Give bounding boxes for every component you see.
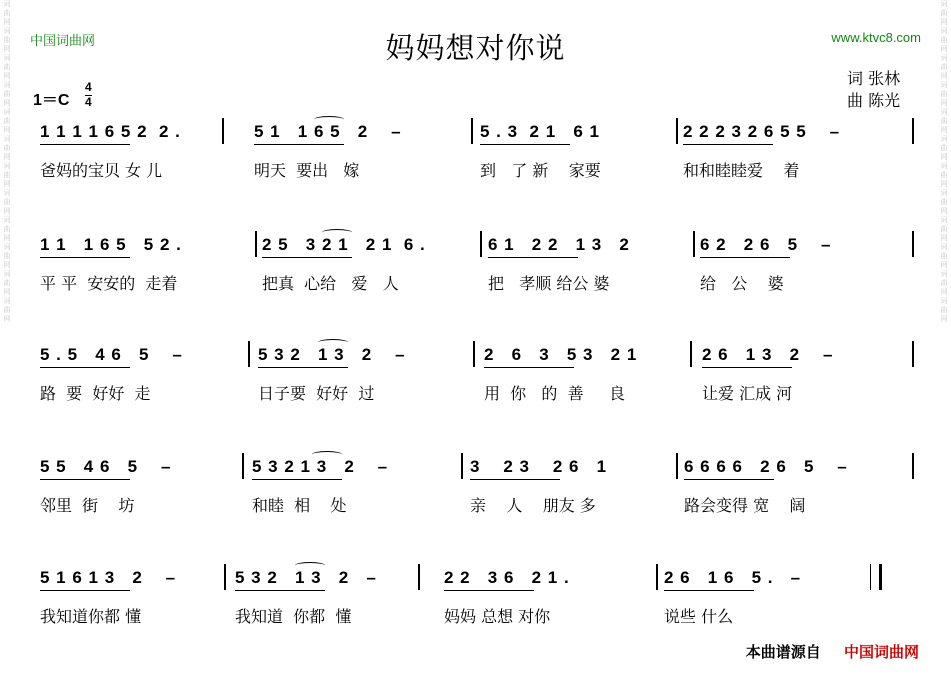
- measure-notes: 5 5 4 6 5 –: [40, 457, 172, 476]
- measure-lyric: 日子要 好好 过: [258, 384, 375, 403]
- beam-underline: [40, 367, 130, 368]
- measure-notes: 2 6 3 5 3 2 1: [484, 345, 638, 364]
- score-row-3: [0, 345, 951, 435]
- barline: [912, 118, 914, 144]
- source-brand: 中国词曲网: [843, 643, 919, 661]
- barline: [912, 341, 914, 367]
- beam-underline: [484, 367, 574, 368]
- barline: [418, 564, 420, 590]
- site-url-watermark: www.ktvc8.com: [831, 30, 921, 45]
- measure-notes: 6 6 6 6 2 6 5 –: [684, 457, 848, 476]
- composer-credit: 曲 陈光: [847, 91, 901, 110]
- barline: [690, 341, 692, 367]
- time-signature-denominator: 4: [85, 95, 92, 109]
- beam-underline: [664, 590, 754, 591]
- measure-lyric: 说些 什么: [664, 607, 734, 626]
- measure-lyric: 到 了 新 家要: [480, 161, 601, 180]
- beam-underline: [684, 479, 774, 480]
- beam-underline: [470, 479, 560, 480]
- final-barline: [870, 564, 882, 590]
- barline: [912, 453, 914, 479]
- measure-lyric: 路会变得 宽 阔: [684, 496, 806, 515]
- lyricist-credit: 词 张林: [847, 69, 901, 88]
- measure-notes: 5 3 2 1 3 2 –: [258, 345, 406, 364]
- song-title: 妈妈想对你说: [385, 31, 566, 65]
- measure-lyric: 用 你 的 善 良: [484, 384, 626, 403]
- measure-notes: 5 1 1 6 5 2 –: [254, 122, 402, 141]
- beam-underline: [488, 257, 578, 258]
- measure-notes: 2 2 2 3 2 6 5 5 –: [683, 122, 841, 141]
- measure-lyric: 让爱 汇成 河: [702, 384, 793, 403]
- measure-notes: 5 1 6 1 3 2 –: [40, 568, 177, 587]
- site-name-watermark: 中国词曲网: [30, 34, 96, 49]
- barline: [693, 231, 695, 257]
- measure-lyric: 亲 人 朋友 多: [470, 496, 596, 515]
- beam-underline: [683, 144, 773, 145]
- measure-lyric: 路 要 好好 走: [40, 384, 151, 403]
- measure-notes: 2 2 3 6 2 1 .: [444, 568, 570, 587]
- right-side-watermark: 词曲网词曲网词曲网词曲网词曲网词曲网词曲网词曲网词曲网词曲网词曲网词曲网: [940, 0, 948, 323]
- measure-notes: 6 1 2 2 1 3 2: [488, 235, 630, 254]
- tie-slur: [322, 229, 352, 236]
- beam-underline: [254, 144, 344, 145]
- measure-notes: 5 3 2 1 3 2 –: [252, 457, 389, 476]
- time-signature: [85, 80, 92, 110]
- measure-lyric: 和和睦睦爱 着: [683, 161, 800, 180]
- beam-underline: [40, 479, 130, 480]
- measure-lyric: 我知道你都 懂: [40, 607, 142, 626]
- measure-notes: 2 6 1 3 2 –: [702, 345, 834, 364]
- measure-notes: 2 5 3 2 1 2 1 6 .: [262, 235, 426, 254]
- beam-underline: [262, 257, 352, 258]
- tie-slur: [314, 116, 344, 123]
- key-signature: 1＝C: [33, 92, 70, 109]
- score-row-1: [0, 122, 951, 212]
- beam-underline: [40, 257, 130, 258]
- barline: [242, 453, 244, 479]
- measure-lyric: 妈妈 总想 对你: [444, 607, 551, 626]
- measure-lyric: 和睦 相 处: [252, 496, 347, 515]
- measure-notes: 3 2 3 2 6 1: [470, 457, 608, 476]
- measure-lyric: 爸妈的宝贝 女 儿: [40, 161, 163, 180]
- barline: [255, 231, 257, 257]
- barline: [248, 341, 250, 367]
- measure-notes: 5 . 3 2 1 6 1: [480, 122, 600, 141]
- beam-underline: [702, 367, 792, 368]
- barline: [461, 453, 463, 479]
- measure-notes: 1 1 1 6 5 5 2 .: [40, 235, 182, 254]
- beam-underline: [480, 144, 570, 145]
- beam-underline: [40, 590, 130, 591]
- measure-notes: 1 1 1 1 6 5 2 2 .: [40, 122, 181, 141]
- tie-slur: [295, 562, 325, 569]
- score-row-2: [0, 235, 951, 325]
- measure-lyric: 我知道 你都 懂: [235, 607, 352, 626]
- measure-notes: 6 2 2 6 5 –: [700, 235, 832, 254]
- beam-underline: [700, 257, 790, 258]
- measure-notes: 2 6 1 6 5 . –: [664, 568, 802, 587]
- time-signature-numerator: 4: [85, 80, 92, 94]
- measure-lyric: 给 公 婆: [700, 274, 784, 293]
- measure-lyric: 邻里 街 坊: [40, 496, 135, 515]
- measure-lyric: 明天 要出 嫁: [254, 161, 360, 180]
- tie-slur: [312, 451, 342, 458]
- beam-underline: [444, 590, 534, 591]
- measure-lyric: 把 孝顺 给公 婆: [488, 274, 610, 293]
- barline: [676, 453, 678, 479]
- barline: [912, 231, 914, 257]
- beam-underline: [235, 590, 325, 591]
- beam-underline: [40, 144, 130, 145]
- barline: [224, 564, 226, 590]
- measure-notes: 5 3 2 1 3 2 –: [235, 568, 377, 587]
- source-footer: [746, 641, 919, 662]
- tie-slur: [318, 339, 348, 346]
- barline: [222, 118, 224, 144]
- measure-lyric: 平 平 安安的 走着: [40, 274, 178, 293]
- measure-notes: 5 . 5 4 6 5 –: [40, 345, 183, 364]
- beam-underline: [252, 479, 342, 480]
- score-row-4: [0, 457, 951, 547]
- barline: [471, 118, 473, 144]
- beam-underline: [258, 367, 348, 368]
- barline: [480, 231, 482, 257]
- barline: [473, 341, 475, 367]
- barline: [656, 564, 658, 590]
- measure-lyric: 把真 心给 爱 人: [262, 274, 399, 293]
- source-label: 本曲谱源自: [745, 643, 821, 661]
- barline: [676, 118, 678, 144]
- left-side-watermark: 词曲网词曲网词曲网词曲网词曲网词曲网词曲网词曲网词曲网词曲网词曲网词曲网: [3, 0, 11, 323]
